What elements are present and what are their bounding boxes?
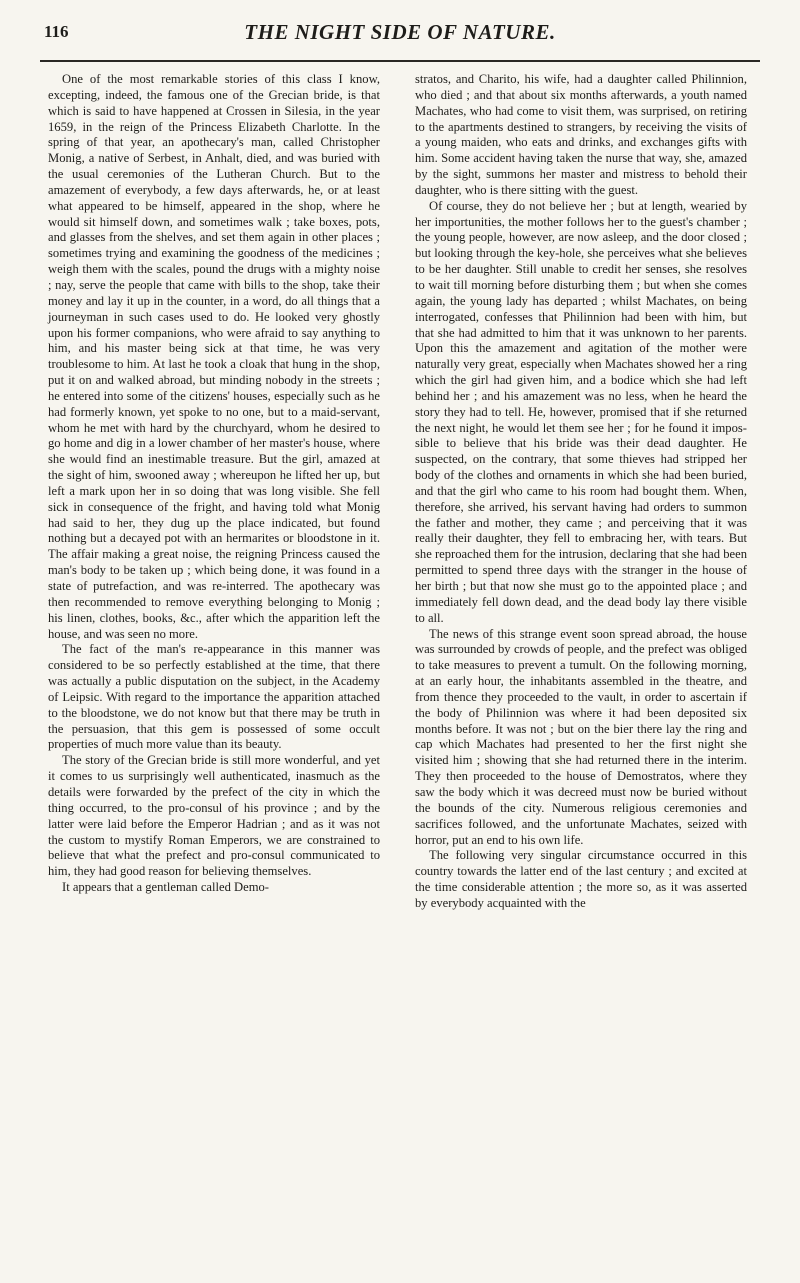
running-title: THE NIGHT SIDE OF NATURE. <box>244 20 556 44</box>
header-rule <box>40 60 760 62</box>
paragraph: The news of this strange event soon spread abroad, the house was surrounded by crowds of people, and the prefect was obliged to take measures to prevent a tumult. On the following morning, at an early hour, the inhabitants assembled in the theatre, and from thence they proceeded to the vault, in order to ascertain if the body of Philinnion was where it had been deposited six months before. It was not ; but on the bier there lay the ring and cap which Machates had presented to her the first night she visited him ; showing that she had returned there in the interim. They then proceeded to the house of Demostratos, where they saw the body which it was decreed must now be buried without the bounds of the city. Numerous religious ceremonies and sacrifices followed, and the unfortunate Machates, seized with horror, put an end to his own life. <box>415 626 747 847</box>
page-number: 116 <box>44 22 69 41</box>
paragraph: Of course, they do not believe her ; but at length, wearied by her importunities, the mother follows her to the guest's chamber ; the young people, however, are now asleep, and the door closed ; but looking through the key-hole, she perceives what she believes to be her daughter. Still unable to credit her senses, she resolves to wait till morning before disturbing them ; but when she comes again, the young lady has departed ; whilst Machates, on being interrogated, confesses that Philinnion had been with him, but that she had admitted to him that it was unknown to her parents. Upon this the amazement and agitation of the mother were naturally very great, especially when Machates showed her a ring which the girl had given him, and a bodice which she had left behind her ; and his amazement was no less, when he heard the story they had to tell. He, however, promised that if she returned the next night, he would let them see her ; for he found it impossible to believe that his bride was their dead daughter. He suspected, on the contrary, that some thieves had stripped her body of the clothes and ornaments in which she had been buried, and that the girl who came to his room had bought them. When, therefore, she arrived, his servant having had orders to summon the father and mother, they came ; and perceiving that it was really their daughter, they fell to embracing her, with tears. But she reproached them for the intrusion, declaring that she had been permitted to spend three days with the stranger in the house of her birth ; but that now she must go to the appointed place ; and immediately fell down dead, and the dead body lay there visible to all. <box>415 198 747 625</box>
right-column <box>415 72 747 912</box>
paragraph: The fact of the man's re-appearance in this manner was considered to be so perfectly established at the time, that there was actually a public disputation on the subject, in the Academy of Leipsic. With regard to the importance the apparition attached to the bloodstone, we do not know but that there may be truth in the persuasion, that this gem is possessed of some occult properties of much more value than its beauty. <box>48 642 380 752</box>
page-header <box>40 14 760 58</box>
paragraph-continued: stratos, and Charito, his wife, had a daughter called Philinnion, who died ; and that about six months afterwards, a youth named Machates, who had come to visit them, was surprised, on retiring to the apartments destined to strangers, by receiving the visits of a young maiden, who eats and drinks, and exchanges gifts with him. Some accident having taken the nurse that way, she, amazed by the sight, summons her master and mistress to behold their daughter, who is there sitting with the guest. <box>415 72 747 197</box>
paragraph: It appears that a gentleman called Demo- <box>62 880 270 895</box>
paragraph: One of the most remarkable stories of this class I know, excepting, indeed, the famous one of the Grecian bride, is that which is said to have happened at Crossen in Silesia, in the year 1659, in the reign of the Princess Elizabeth Charlotte. In the spring of that year, an apothecary's man, called Christopher Monig, a native of Serbest, in Anhalt, died, and was buried with the usual ceremonies of the Lutheran Church. But to the amazement of everybody, a few days afterwards, he, or at least what appeared to be himself, appeared in the shop, where he would sit himself down, and sometimes walk ; take boxes, pots, and glasses from the shelves, and set them again in other places ; sometimes trying and examining the goodness of the medicines ; weigh them with the scales, pound the drugs with a mighty noise ; nay, serve the people that came with bills to the shop, take their money and lay it up in the counter, in a word, do all things that a journeyman in such cases used to do. He looked very ghostly upon his former companions, who were afraid to say anything to him, and his master being sick at that time, he was very troublesome to him. At last he took a cloak that hung in the shop, put it on and walked abroad, but minding nobody in the streets ; he entered into some of the citizens' houses, especially such as he had formerly known, yet spoke to no one, but to a maid-servant, whom he met with hard by the churchyard, whom he desired to go home and dig in a lower chamber of her master's house, where she would find an inestimable treasure. But the girl, amazed at the sight of him, swooned away ; whereupon he lifted her up, but left a mark upon her in so doing that was long visible. She fell sick in consequence of the fright, and having told what Monig had said to her, they dug up the place indicated, but found nothing but a decayed pot with an hermarites or bloodstone in it. The affair making a great noise, the reigning Princess caused the man's body to be taken up ; which being done, it was found in a state of putrefaction, and was re-interred. The apothecary was then recommended to remove everything belonging to Monig ; his linen, clothes, books, &c., after which the apparition left the house, and was seen no more. <box>48 72 380 641</box>
left-column <box>48 72 380 896</box>
paragraph: The following very singular circumstance occurred in this country towards the latter end of the last century ; and excited at the time considerable attention ; the more so, as it was asserted by everybody acquainted with the <box>415 848 747 910</box>
paragraph: The story of the Grecian bride is still more wonderful, and yet it comes to us surprisingly well authenticated, inasmuch as the details were forwarded by the prefect of the city in which the thing occurred, to the pro-consul of his province ; and by the latter were laid before the Emperor Hadrian ; and as it was not the custom to mystify Roman Emperors, we are constrained to believe that what the prefect and pro-consul communicated to him, they had good reason for believing themselves. <box>48 753 380 879</box>
